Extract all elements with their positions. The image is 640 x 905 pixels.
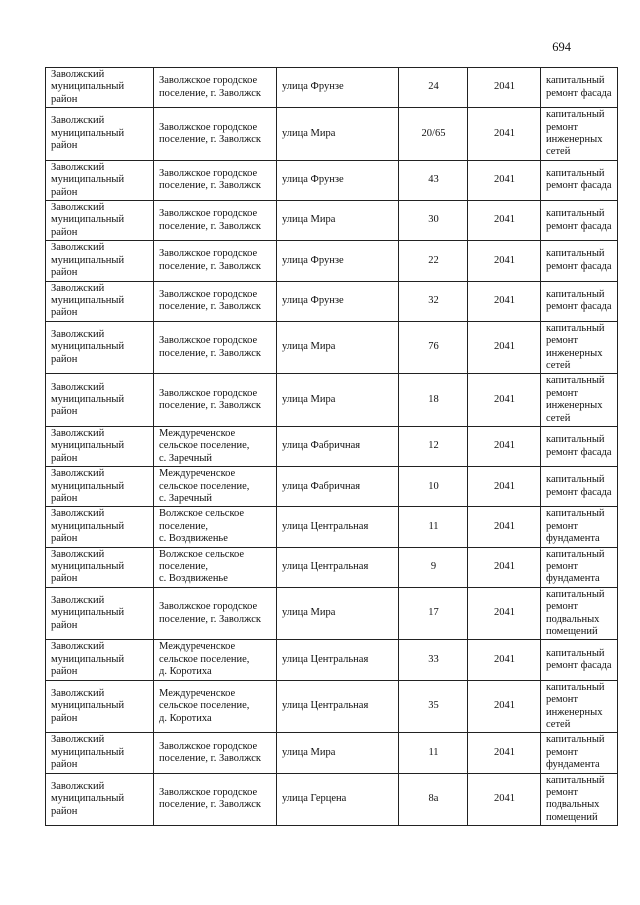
settlement-cell: Заволжское городское поселение, г. Заволжск (154, 108, 277, 161)
district-cell: Заволжский муниципальный район (46, 321, 154, 374)
house-number-cell: 12 (399, 426, 468, 466)
work-type-cell: капитальный ремонт фасада (541, 201, 618, 241)
year-cell: 2041 (468, 587, 541, 640)
house-number-cell: 10 (399, 467, 468, 507)
street-cell: улица Фабричная (277, 426, 399, 466)
settlement-cell: Заволжское городское поселение, г. Заволжск (154, 201, 277, 241)
year-cell: 2041 (468, 241, 541, 281)
table-row (46, 241, 618, 281)
work-type-cell: капитальный ремонт фундамента (541, 733, 618, 773)
page-number: 694 (552, 40, 571, 54)
year-cell: 2041 (468, 680, 541, 733)
year-cell: 2041 (468, 321, 541, 374)
street-cell: улица Фрунзе (277, 160, 399, 200)
settlement-cell: Междуреченское сельское поселение, с. Заречный (154, 426, 277, 466)
year-cell: 2041 (468, 773, 541, 826)
district-cell: Заволжский муниципальный район (46, 281, 154, 321)
year-cell: 2041 (468, 108, 541, 161)
work-type-cell: капитальный ремонт фасада (541, 160, 618, 200)
house-number-cell: 30 (399, 201, 468, 241)
settlement-cell: Заволжское городское поселение, г. Заволжск (154, 68, 277, 108)
district-cell: Заволжский муниципальный район (46, 640, 154, 680)
district-cell: Заволжский муниципальный район (46, 773, 154, 826)
settlement-cell: Междуреченское сельское поселение, с. Заречный (154, 467, 277, 507)
registry-table-body (46, 68, 618, 826)
district-cell: Заволжский муниципальный район (46, 160, 154, 200)
table-row (46, 281, 618, 321)
year-cell: 2041 (468, 374, 541, 427)
settlement-cell: Волжское сельское поселение, с. Воздвиженье (154, 507, 277, 547)
street-cell: улица Центральная (277, 547, 399, 587)
year-cell: 2041 (468, 640, 541, 680)
table-row (46, 733, 618, 773)
year-cell: 2041 (468, 160, 541, 200)
table-row (46, 321, 618, 374)
street-cell: улица Центральная (277, 640, 399, 680)
table-row (46, 467, 618, 507)
district-cell: Заволжский муниципальный район (46, 426, 154, 466)
year-cell: 2041 (468, 733, 541, 773)
table-row (46, 68, 618, 108)
table-row (46, 773, 618, 826)
street-cell: улица Мира (277, 733, 399, 773)
work-type-cell: капитальный ремонт фасада (541, 241, 618, 281)
table-row (46, 374, 618, 427)
settlement-cell: Заволжское городское поселение, г. Заволжск (154, 374, 277, 427)
house-number-cell: 33 (399, 640, 468, 680)
house-number-cell: 8а (399, 773, 468, 826)
table-row (46, 640, 618, 680)
settlement-cell: Заволжское городское поселение, г. Заволжск (154, 733, 277, 773)
work-type-cell: капитальный ремонт инженерных сетей (541, 321, 618, 374)
house-number-cell: 17 (399, 587, 468, 640)
district-cell: Заволжский муниципальный район (46, 241, 154, 281)
house-number-cell: 76 (399, 321, 468, 374)
settlement-cell: Заволжское городское поселение, г. Заволжск (154, 160, 277, 200)
work-type-cell: капитальный ремонт подвальных помещений (541, 587, 618, 640)
settlement-cell: Заволжское городское поселение, г. Заволжск (154, 321, 277, 374)
table-row (46, 201, 618, 241)
table-row (46, 507, 618, 547)
work-type-cell: капитальный ремонт инженерных сетей (541, 680, 618, 733)
house-number-cell: 18 (399, 374, 468, 427)
house-number-cell: 43 (399, 160, 468, 200)
table-row (46, 587, 618, 640)
house-number-cell: 20/65 (399, 108, 468, 161)
table-row (46, 108, 618, 161)
district-cell: Заволжский муниципальный район (46, 587, 154, 640)
work-type-cell: капитальный ремонт фасада (541, 467, 618, 507)
street-cell: улица Мира (277, 587, 399, 640)
settlement-cell: Междуреченское сельское поселение, д. Коротиха (154, 680, 277, 733)
district-cell: Заволжский муниципальный район (46, 733, 154, 773)
year-cell: 2041 (468, 467, 541, 507)
work-type-cell: капитальный ремонт подвальных помещений (541, 773, 618, 826)
settlement-cell: Заволжское городское поселение, г. Заволжск (154, 773, 277, 826)
work-type-cell: капитальный ремонт фундамента (541, 507, 618, 547)
table-row (46, 680, 618, 733)
district-cell: Заволжский муниципальный район (46, 108, 154, 161)
street-cell: улица Герцена (277, 773, 399, 826)
district-cell: Заволжский муниципальный район (46, 374, 154, 427)
work-type-cell: капитальный ремонт фундамента (541, 547, 618, 587)
street-cell: улица Фрунзе (277, 281, 399, 321)
work-type-cell: капитальный ремонт фасада (541, 640, 618, 680)
district-cell: Заволжский муниципальный район (46, 547, 154, 587)
settlement-cell: Заволжское городское поселение, г. Заволжск (154, 241, 277, 281)
work-type-cell: капитальный ремонт инженерных сетей (541, 108, 618, 161)
settlement-cell: Волжское сельское поселение, с. Воздвиженье (154, 547, 277, 587)
settlement-cell: Заволжское городское поселение, г. Заволжск (154, 587, 277, 640)
street-cell: улица Центральная (277, 507, 399, 547)
street-cell: улица Мира (277, 321, 399, 374)
registry-table (45, 67, 618, 826)
work-type-cell: капитальный ремонт инженерных сетей (541, 374, 618, 427)
district-cell: Заволжский муниципальный район (46, 680, 154, 733)
work-type-cell: капитальный ремонт фасада (541, 426, 618, 466)
year-cell: 2041 (468, 281, 541, 321)
settlement-cell: Заволжское городское поселение, г. Заволжск (154, 281, 277, 321)
work-type-cell: капитальный ремонт фасада (541, 68, 618, 108)
street-cell: улица Центральная (277, 680, 399, 733)
house-number-cell: 24 (399, 68, 468, 108)
year-cell: 2041 (468, 68, 541, 108)
settlement-cell: Междуреченское сельское поселение, д. Коротиха (154, 640, 277, 680)
district-cell: Заволжский муниципальный район (46, 68, 154, 108)
house-number-cell: 11 (399, 733, 468, 773)
table-row (46, 426, 618, 466)
house-number-cell: 35 (399, 680, 468, 733)
house-number-cell: 22 (399, 241, 468, 281)
year-cell: 2041 (468, 547, 541, 587)
year-cell: 2041 (468, 507, 541, 547)
year-cell: 2041 (468, 426, 541, 466)
work-type-cell: капитальный ремонт фасада (541, 281, 618, 321)
district-cell: Заволжский муниципальный район (46, 507, 154, 547)
street-cell: улица Фрунзе (277, 241, 399, 281)
district-cell: Заволжский муниципальный район (46, 467, 154, 507)
year-cell: 2041 (468, 201, 541, 241)
district-cell: Заволжский муниципальный район (46, 201, 154, 241)
house-number-cell: 9 (399, 547, 468, 587)
street-cell: улица Фрунзе (277, 68, 399, 108)
table-row (46, 547, 618, 587)
street-cell: улица Мира (277, 374, 399, 427)
street-cell: улица Мира (277, 108, 399, 161)
street-cell: улица Мира (277, 201, 399, 241)
street-cell: улица Фабричная (277, 467, 399, 507)
table-row (46, 160, 618, 200)
house-number-cell: 32 (399, 281, 468, 321)
house-number-cell: 11 (399, 507, 468, 547)
